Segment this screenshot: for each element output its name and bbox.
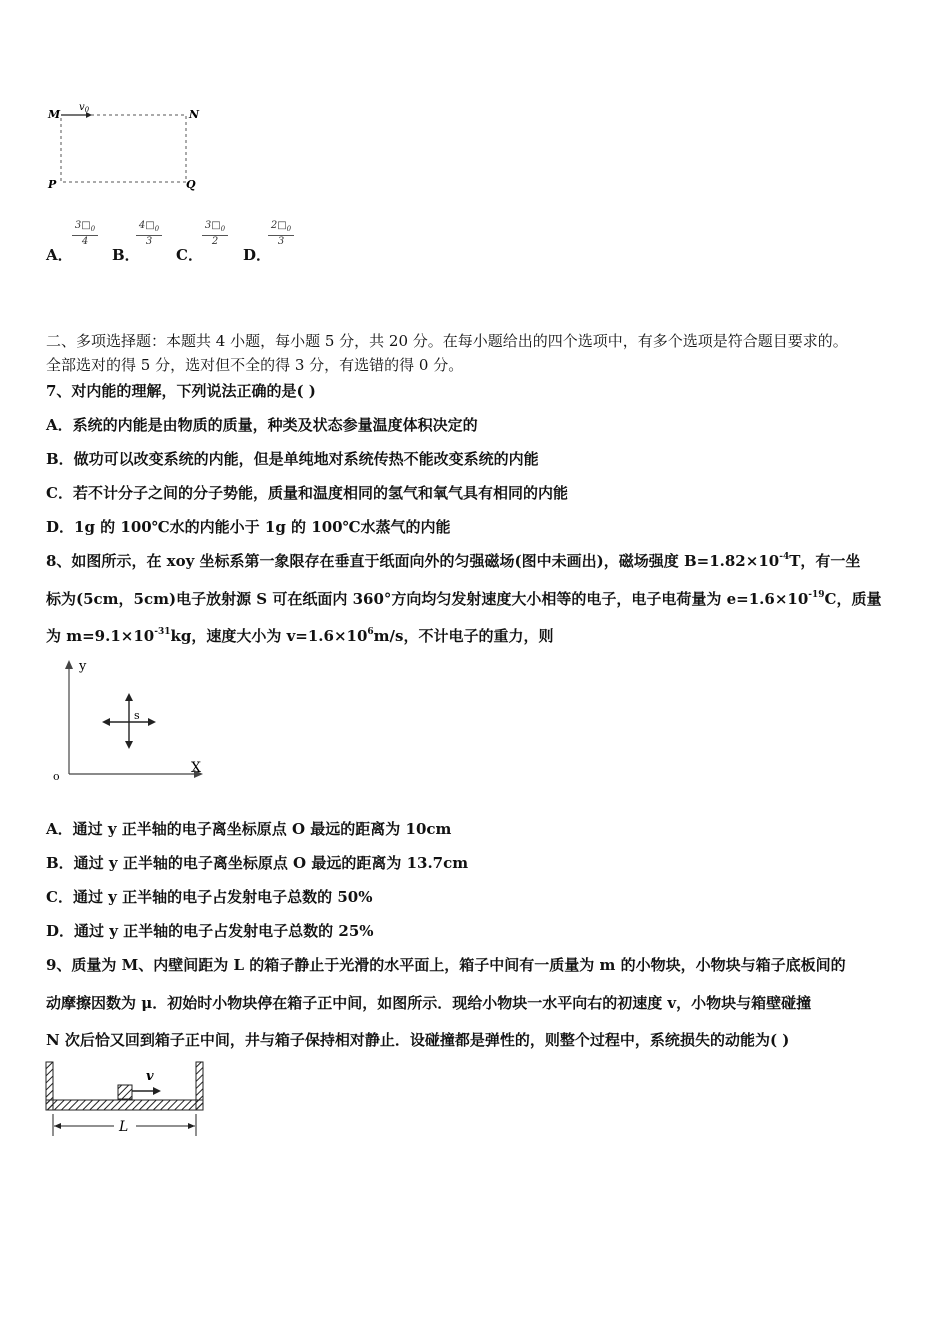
label-s: s: [134, 709, 140, 722]
small-block: [118, 1085, 132, 1099]
label-o: o: [53, 770, 60, 783]
section2-instruction-line2: 全部选对的得 5 分，选对但不全的得 3 分，有选错的得 0 分。: [46, 356, 464, 374]
velocity-arrowhead: [153, 1087, 161, 1095]
q8-option-c: C．通过 y 正半轴的电子占发射电子总数的 50%: [46, 888, 373, 906]
box-floor: [46, 1100, 203, 1110]
q8-stem-line2: 标为(5cm，5cm)电子放射源 S 可在纸面内 360°方向均匀发射速度大小相等的电子，电子电荷量为 $e=1.6\times 10^{-19}C$，质量: [46, 590, 882, 608]
q8-option-a: A．通过 y 正半轴的电子离坐标原点 O 最远的距离为 10cm: [46, 820, 452, 838]
q6-option-a-fraction: $\frac{3□_0}{4}$: [72, 220, 98, 248]
q7-option-a: A．系统的内能是由物质的质量，种类及状态参量温度体积决定的: [46, 416, 478, 434]
label-v: v: [146, 1069, 154, 1084]
q6-option-c-fraction: $\frac{3□_0}{2}$: [202, 220, 228, 248]
label-x: X: [191, 760, 201, 776]
q7-option-d: D．1g 的 100℃水的内能小于 1g 的 100℃水蒸气的内能: [46, 518, 451, 536]
q6-option-a-label: A．: [46, 246, 73, 264]
q8-stem-line3: 为 $m=9.1\times 10^{-31}kg$，速度大小为 $v=1.6\times 10^6m/s$，不计电子的重力，则: [46, 627, 554, 645]
figure-xoy-source: [46, 650, 226, 785]
q6-option-d-label: D．: [243, 246, 272, 264]
q9-stem-line2: 动摩擦因数为 μ．初始时小物块停在箱子正中间，如图所示．现给小物块一水平向右的初速度 v，小物块与箱壁碰撞: [46, 994, 812, 1012]
label-p: P: [48, 178, 57, 191]
label-y: y: [79, 659, 87, 674]
q9-stem-line3: N 次后恰又回到箱子正中间，井与箱子保持相对静止．设碰撞都是弹性的，则整个过程中，系统损失的动能为( ): [46, 1031, 790, 1049]
y-axis-arrowhead: [65, 660, 73, 669]
dashed-region: [61, 115, 186, 182]
label-m: M: [48, 108, 61, 121]
label-v0: $v_0$: [79, 102, 90, 114]
source-s-cross: [102, 693, 156, 749]
figure-box-block: [42, 1058, 212, 1142]
q9-stem-line1: 9、质量为 M、内壁间距为 L 的箱子静止于光滑的水平面上，箱子中间有一质量为 m 的小物块，小物块与箱子底板间的: [46, 956, 846, 974]
section2-instruction-line1: 二、多项选择题：本题共 4 小题，每小题 5 分，共 20 分。在每小题给出的四个选项中，有多个选项是符合题目要求的。: [46, 332, 848, 350]
q6-option-d-fraction: $\frac{2□_0}{3}$: [268, 220, 294, 248]
q8-option-d: D．通过 y 正半轴的电子占发射电子总数的 25%: [46, 922, 374, 940]
figure-mnpq-rectangle: [40, 95, 210, 195]
q6-option-b-fraction: $\frac{4□_0}{3}$: [136, 220, 162, 248]
q7-option-c: C．若不计分子之间的分子势能，质量和温度相同的氢气和氧气具有相同的内能: [46, 484, 568, 502]
label-l: L: [119, 1119, 129, 1135]
q8-option-b: B．通过 y 正半轴的电子离坐标原点 O 最远的距离为 13.7cm: [46, 854, 469, 872]
q6-option-c-label: C．: [176, 246, 203, 264]
label-q: Q: [186, 178, 196, 191]
q7-option-b: B．做功可以改变系统的内能，但是单纯地对系统传热不能改变系统的内能: [46, 450, 539, 468]
q6-option-b-label: B．: [112, 246, 140, 264]
label-n: N: [189, 108, 200, 121]
q7-stem: 7、对内能的理解，下列说法正确的是( ): [46, 382, 316, 400]
q8-stem-line1: 8、如图所示，在 xoy 坐标系第一象限存在垂直于纸面向外的匀强磁场(图中未画出)，磁场强度 $B=1.82\times 10^{-4}T$，有一坐: [46, 552, 861, 570]
